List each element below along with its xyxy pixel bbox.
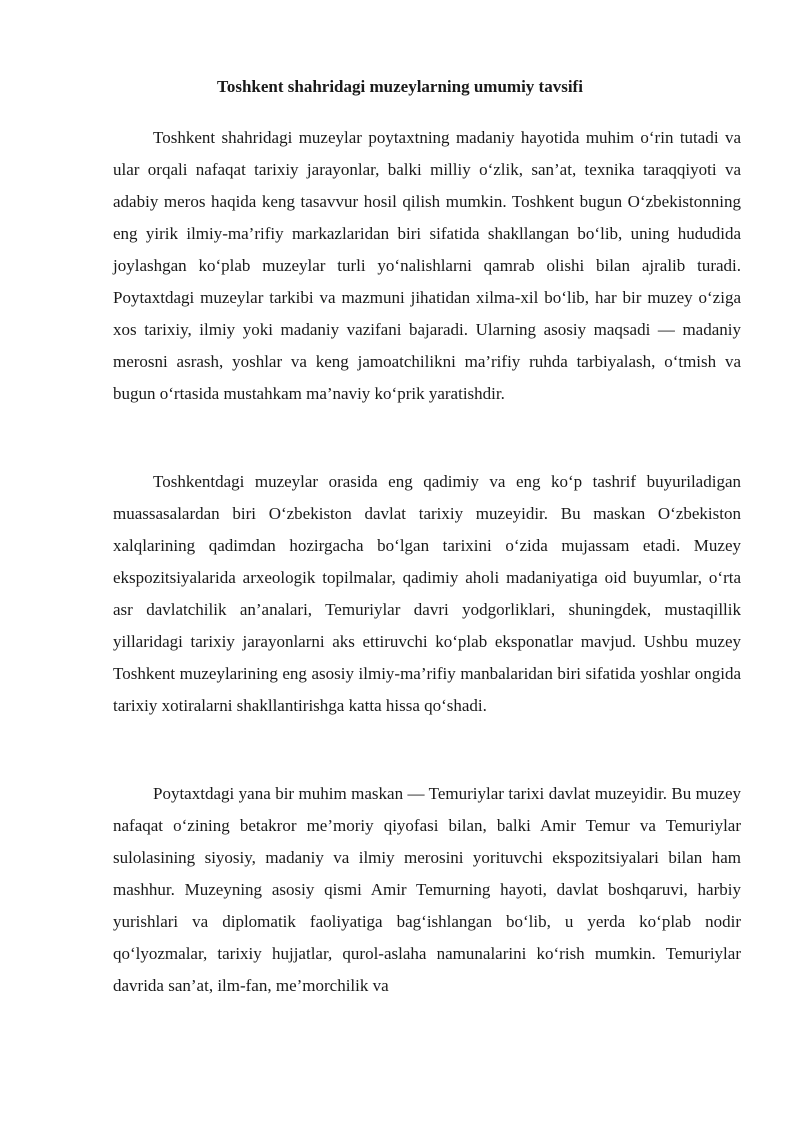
paragraph-3: Poytaxtdagi yana bir muhim maskan — Temuriylar tarixi davlat muzeyidir. Bu muzey nafaqat o‘zining betakror me’moriy qiyofasi bilan, balki Amir Temur va Temuriylar sulolasining siyosiy, madaniy va ilmiy merosini yorituvchi ekspozitsiyalari bilan ham mashhur. Muzeyning asosiy qismi Amir Temurning hayoti, davlat boshqaruvi, harbiy yurishlari va diplomatik faoliyatiga bag‘ishlangan bo‘lib, u yerda ko‘plab nodir qo‘lyozmalar, tarixiy hujjatlar, qurol-aslaha namunalarini ko‘rish mumkin. Temuriylar davrida san’at, ilm-fan, me’morchilik va: [113, 784, 741, 995]
document-title: Toshkent shahridagi muzeylarning umumiy tavsifi: [217, 77, 583, 96]
paragraph-2: Toshkentdagi muzeylar orasida eng qadimiy va eng ko‘p tashrif buyuriladigan muassasalardan biri O‘zbekiston davlat tarixiy muzeyidir. Bu maskan O‘zbekiston xalqlarining qadimdan hozirgacha bo‘lgan tarixini o‘zida mujassam etadi. Muzey ekspozitsiyalarida arxeologik topilmalar, qadimiy aholi madaniyatiga oid buyumlar, o‘rta asr davlatchilik an’analari, Temuriylar davri yodgorliklari, shuningdek, mustaqillik yillaridagi tarixiy jarayonlarni aks ettiruvchi ko‘plab eksponatlar mavjud. Ushbu muzey Toshkent muzeylarining eng asosiy ilmiy-ma’rifiy manbalaridan biri sifatida yoshlar ongida tarixiy xotiralarni shakllantirishga katta hissa qo‘shadi.: [113, 472, 741, 715]
paragraph-1: Toshkent shahridagi muzeylar poytaxtning madaniy hayotida muhim o‘rin tutadi va ular orqali nafaqat tarixiy jarayonlar, balki milliy o‘zlik, san’at, texnika taraqqiyoti va adabiy meros haqida keng tasavvur hosil qilish mumkin. Toshkent bugun O‘zbekistonning eng yirik ilmiy-ma’rifiy markazlaridan biri sifatida shakllangan bo‘lib, uning hududida joylashgan ko‘plab muzeylar turli yo‘nalishlarni qamrab olishi bilan ajralib turadi. Poytaxtdagi muzeylar tarkibi va mazmuni jihatidan xilma-xil bo‘lib, har bir muzey o‘ziga xos tarixiy, ilmiy yoki madaniy vazifani bajaradi. Ularning asosiy maqsadi — madaniy merosni asrash, yoshlar va keng jamoatchilikni ma’rifiy ruhda tarbiyalash, o‘tmish va bugun o‘rtasida mustahkam ma’naviy ko‘prik yaratishdir.: [113, 128, 741, 403]
